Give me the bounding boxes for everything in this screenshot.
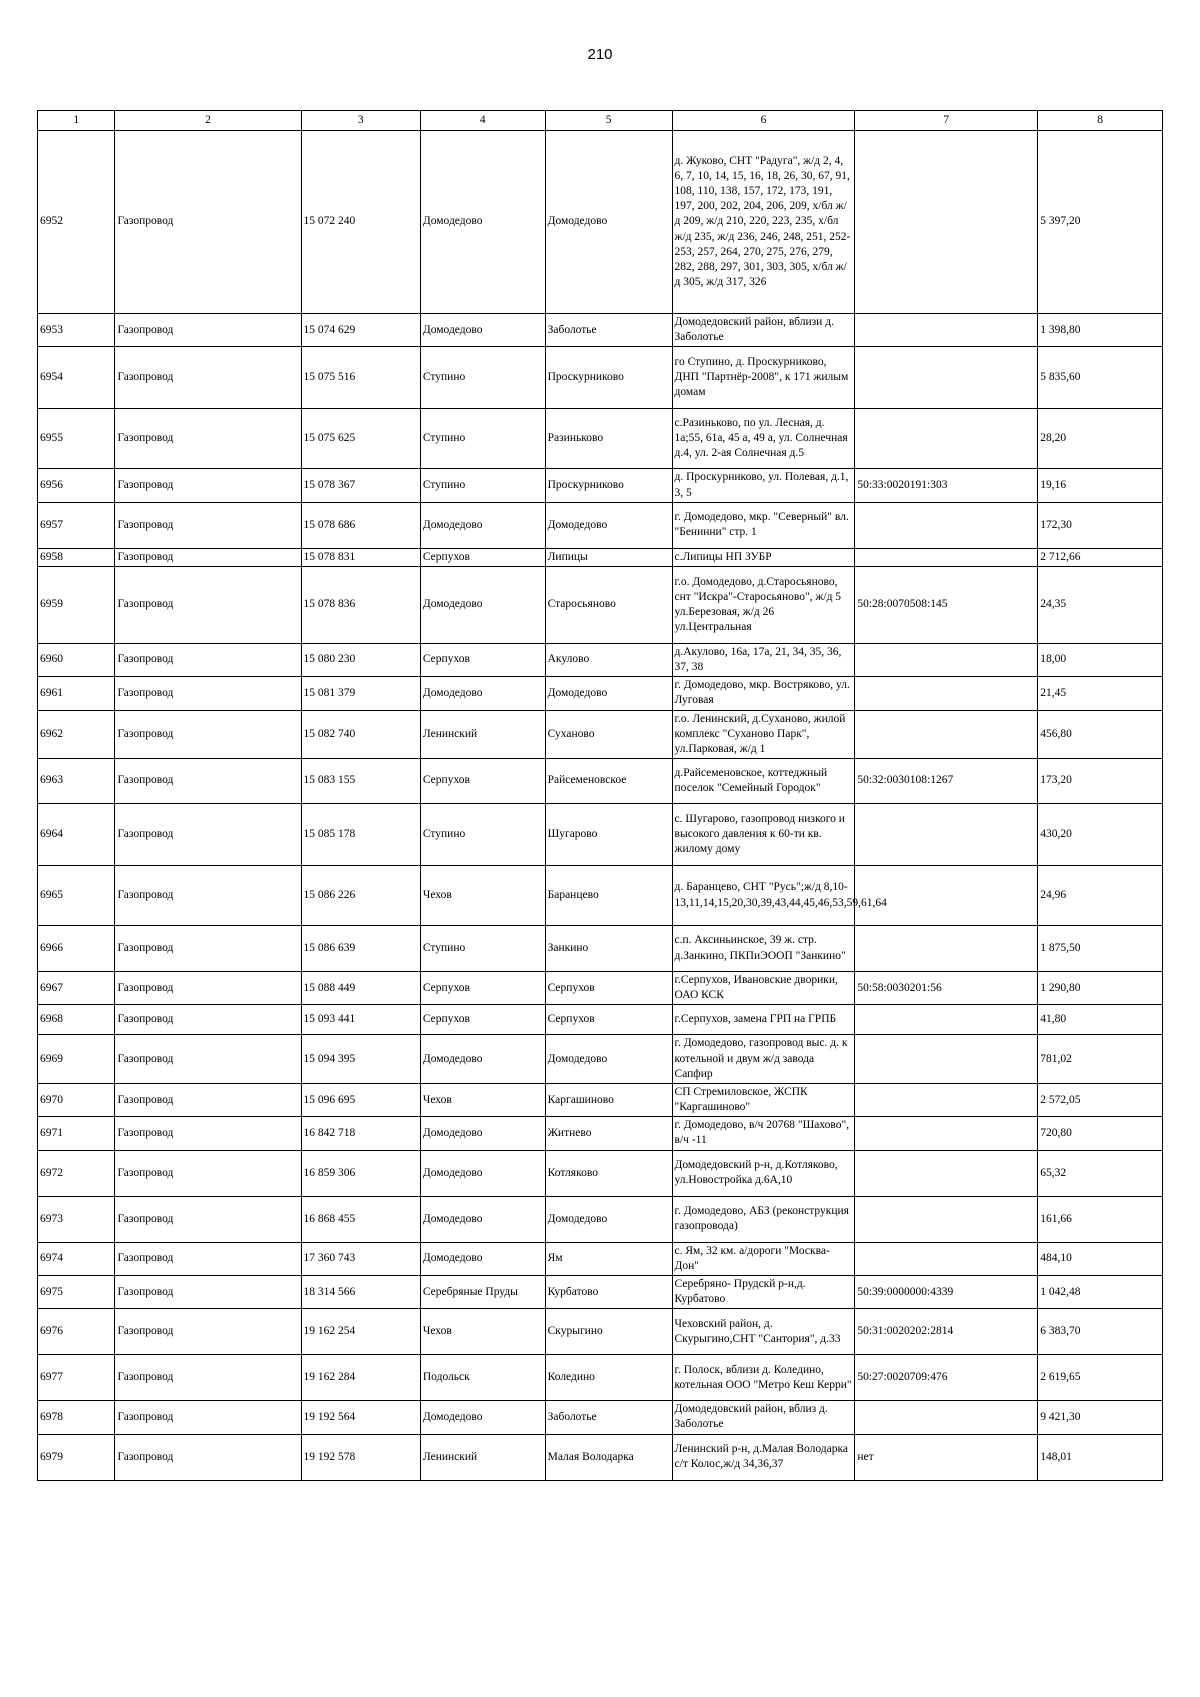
district-cell: Домодедово bbox=[420, 1150, 545, 1196]
row-number-cell: 6961 bbox=[38, 677, 115, 710]
table-row bbox=[38, 1196, 1163, 1242]
table-row bbox=[38, 1275, 1163, 1308]
table-row bbox=[38, 677, 1163, 710]
row-number-cell: 6978 bbox=[38, 1401, 115, 1434]
cadastral-number-cell bbox=[855, 409, 1038, 469]
table-row bbox=[38, 1242, 1163, 1275]
locality-cell: Суханово bbox=[545, 710, 672, 759]
locality-cell: Житнево bbox=[545, 1117, 672, 1150]
table-row bbox=[38, 409, 1163, 469]
locality-cell: Проскурниково bbox=[545, 347, 672, 409]
district-cell: Чехов bbox=[420, 866, 545, 926]
length-value-cell: 65,32 bbox=[1038, 1150, 1163, 1196]
object-type-cell: Газопровод bbox=[115, 866, 301, 926]
locality-cell: Ям bbox=[545, 1242, 672, 1275]
address-cell: г.о. Домодедово, д.Старосьяново, снт "Искра"-Старосьяново", ж/д 5 ул.Березовая, ж/д 26 ул.Центральная bbox=[672, 566, 855, 643]
object-type-cell: Газопровод bbox=[115, 502, 301, 548]
cadastral-number-cell bbox=[855, 1117, 1038, 1150]
length-value-cell: 720,80 bbox=[1038, 1117, 1163, 1150]
table-row bbox=[38, 643, 1163, 676]
object-type-cell: Газопровод bbox=[115, 314, 301, 347]
row-number-cell: 6974 bbox=[38, 1242, 115, 1275]
inventory-number-cell: 15 081 379 bbox=[301, 677, 420, 710]
inventory-number-cell: 15 078 686 bbox=[301, 502, 420, 548]
inventory-number-cell: 18 314 566 bbox=[301, 1275, 420, 1308]
inventory-number-cell: 15 074 629 bbox=[301, 314, 420, 347]
locality-cell: Домодедово bbox=[545, 131, 672, 314]
address-cell: Домодедовский район, вблиз д. Заболотье bbox=[672, 1401, 855, 1434]
cadastral-number-cell bbox=[855, 1401, 1038, 1434]
cadastral-number-cell: 50:27:0020709:476 bbox=[855, 1355, 1038, 1401]
district-cell: Ленинский bbox=[420, 1434, 545, 1480]
object-type-cell: Газопровод bbox=[115, 469, 301, 502]
address-cell: с. Ям, 32 км. а/дороги "Москва-Дон" bbox=[672, 1242, 855, 1275]
district-cell: Ступино bbox=[420, 347, 545, 409]
locality-cell: Скурыгино bbox=[545, 1309, 672, 1355]
object-type-cell: Газопровод bbox=[115, 643, 301, 676]
object-type-cell: Газопровод bbox=[115, 759, 301, 804]
table-row bbox=[38, 566, 1163, 643]
length-value-cell: 1 875,50 bbox=[1038, 926, 1163, 972]
row-number-cell: 6955 bbox=[38, 409, 115, 469]
district-cell: Домодедово bbox=[420, 131, 545, 314]
address-cell: г. Домодедово, в/ч 20768 "Шахово", в/ч -11 bbox=[672, 1117, 855, 1150]
cadastral-number-cell bbox=[855, 643, 1038, 676]
inventory-number-cell: 16 842 718 bbox=[301, 1117, 420, 1150]
address-cell: г.о. Ленинский, д.Суханово, жилой комплекс "Суханово Парк", ул.Парковая, ж/д 1 bbox=[672, 710, 855, 759]
object-type-cell: Газопровод bbox=[115, 710, 301, 759]
inventory-number-cell: 15 078 836 bbox=[301, 566, 420, 643]
object-type-cell: Газопровод bbox=[115, 1005, 301, 1035]
object-type-cell: Газопровод bbox=[115, 1035, 301, 1084]
locality-cell: Липицы bbox=[545, 548, 672, 566]
table-row bbox=[38, 866, 1163, 926]
cadastral-number-cell bbox=[855, 131, 1038, 314]
column-header-8: 8 bbox=[1038, 111, 1163, 131]
cadastral-number-cell bbox=[855, 1005, 1038, 1035]
inventory-number-cell: 15 075 516 bbox=[301, 347, 420, 409]
cadastral-number-cell: 50:33:0020191:303 bbox=[855, 469, 1038, 502]
row-number-cell: 6958 bbox=[38, 548, 115, 566]
table-row bbox=[38, 347, 1163, 409]
locality-cell: Малая Володарка bbox=[545, 1434, 672, 1480]
inventory-number-cell: 15 080 230 bbox=[301, 643, 420, 676]
object-type-cell: Газопровод bbox=[115, 677, 301, 710]
length-value-cell: 172,30 bbox=[1038, 502, 1163, 548]
object-type-cell: Газопровод bbox=[115, 1355, 301, 1401]
inventory-number-cell: 15 096 695 bbox=[301, 1083, 420, 1116]
address-cell: г. Домодедово, АБЗ (реконструкция газопровода) bbox=[672, 1196, 855, 1242]
cadastral-number-cell: 50:28:0070508:145 bbox=[855, 566, 1038, 643]
object-type-cell: Газопровод bbox=[115, 972, 301, 1005]
district-cell: Ступино bbox=[420, 469, 545, 502]
inventory-number-cell: 15 093 441 bbox=[301, 1005, 420, 1035]
object-type-cell: Газопровод bbox=[115, 926, 301, 972]
district-cell: Домодедово bbox=[420, 1035, 545, 1084]
row-number-cell: 6968 bbox=[38, 1005, 115, 1035]
table-row bbox=[38, 759, 1163, 804]
inventory-number-cell: 19 162 254 bbox=[301, 1309, 420, 1355]
row-number-cell: 6956 bbox=[38, 469, 115, 502]
column-header-1: 1 bbox=[38, 111, 115, 131]
table-row bbox=[38, 314, 1163, 347]
inventory-number-cell: 19 162 284 bbox=[301, 1355, 420, 1401]
object-type-cell: Газопровод bbox=[115, 131, 301, 314]
object-type-cell: Газопровод bbox=[115, 1401, 301, 1434]
locality-cell: Райсеменовское bbox=[545, 759, 672, 804]
address-cell: Домодедовский р-н, д.Котляково, ул.Новостройка д.6А,10 bbox=[672, 1150, 855, 1196]
object-type-cell: Газопровод bbox=[115, 1083, 301, 1116]
length-value-cell: 28,20 bbox=[1038, 409, 1163, 469]
district-cell: Серпухов bbox=[420, 972, 545, 1005]
row-number-cell: 6977 bbox=[38, 1355, 115, 1401]
district-cell: Домодедово bbox=[420, 566, 545, 643]
locality-cell: Заболотье bbox=[545, 314, 672, 347]
inventory-number-cell: 17 360 743 bbox=[301, 1242, 420, 1275]
locality-cell: Старосьяново bbox=[545, 566, 672, 643]
object-type-cell: Газопровод bbox=[115, 1242, 301, 1275]
district-cell: Чехов bbox=[420, 1083, 545, 1116]
table-row bbox=[38, 548, 1163, 566]
length-value-cell: 484,10 bbox=[1038, 1242, 1163, 1275]
row-number-cell: 6953 bbox=[38, 314, 115, 347]
district-cell: Ступино bbox=[420, 926, 545, 972]
district-cell: Ступино bbox=[420, 409, 545, 469]
cadastral-number-cell bbox=[855, 347, 1038, 409]
cadastral-number-cell bbox=[855, 926, 1038, 972]
length-value-cell: 148,01 bbox=[1038, 1434, 1163, 1480]
address-cell: СП Стремиловское, ЖСПК "Каргашиново" bbox=[672, 1083, 855, 1116]
address-cell: д. Проскурниково, ул. Полевая, д.1, 3, 5 bbox=[672, 469, 855, 502]
row-number-cell: 6969 bbox=[38, 1035, 115, 1084]
table-row bbox=[38, 804, 1163, 866]
page-number: 210 bbox=[587, 46, 613, 63]
row-number-cell: 6973 bbox=[38, 1196, 115, 1242]
locality-cell: Занкино bbox=[545, 926, 672, 972]
district-cell: Домодедово bbox=[420, 1401, 545, 1434]
locality-cell: Акулово bbox=[545, 643, 672, 676]
length-value-cell: 18,00 bbox=[1038, 643, 1163, 676]
table-header bbox=[38, 111, 1163, 131]
row-number-cell: 6970 bbox=[38, 1083, 115, 1116]
row-number-cell: 6965 bbox=[38, 866, 115, 926]
length-value-cell: 2 619,65 bbox=[1038, 1355, 1163, 1401]
inventory-number-cell: 15 072 240 bbox=[301, 131, 420, 314]
column-header-2: 2 bbox=[115, 111, 301, 131]
column-header-5: 5 bbox=[545, 111, 672, 131]
cadastral-number-cell bbox=[855, 677, 1038, 710]
table-row bbox=[38, 1401, 1163, 1434]
locality-cell: Домодедово bbox=[545, 677, 672, 710]
object-type-cell: Газопровод bbox=[115, 548, 301, 566]
address-cell: д. Баранцево, СНТ "Русь";ж/д 8,10-13,11,14,15,20,30,39,43,44,45,46,53,59,61,64 bbox=[672, 866, 855, 926]
table-row bbox=[38, 710, 1163, 759]
district-cell: Домодедово bbox=[420, 677, 545, 710]
cadastral-number-cell: 50:39:0000000:4339 bbox=[855, 1275, 1038, 1308]
length-value-cell: 2 712,66 bbox=[1038, 548, 1163, 566]
length-value-cell: 1 398,80 bbox=[1038, 314, 1163, 347]
cadastral-number-cell bbox=[855, 1083, 1038, 1116]
cadastral-number-cell: 50:32:0030108:1267 bbox=[855, 759, 1038, 804]
inventory-number-cell: 15 094 395 bbox=[301, 1035, 420, 1084]
object-type-cell: Газопровод bbox=[115, 804, 301, 866]
table-row bbox=[38, 1117, 1163, 1150]
cadastral-number-cell: нет bbox=[855, 1434, 1038, 1480]
address-cell: Серебряно- Прудскй р-н,д. Курбатово bbox=[672, 1275, 855, 1308]
inventory-number-cell: 15 083 155 bbox=[301, 759, 420, 804]
address-cell: д.Акулово, 16а, 17а, 21, 34, 35, 36, 37, 38 bbox=[672, 643, 855, 676]
address-cell: с.Липицы НП ЗУБР bbox=[672, 548, 855, 566]
address-cell: г. Домодедово, газопровод выс. д. к котельной и двум ж/д завода Сапфир bbox=[672, 1035, 855, 1084]
address-cell: с.Разиньково, по ул. Лесная, д. 1а;55, 61а, 45 а, 49 а, ул. Солнечная д.4, ул. 2-ая Солнечная д.5 bbox=[672, 409, 855, 469]
row-number-cell: 6960 bbox=[38, 643, 115, 676]
inventory-number-cell: 19 192 578 bbox=[301, 1434, 420, 1480]
length-value-cell: 2 572,05 bbox=[1038, 1083, 1163, 1116]
length-value-cell: 456,80 bbox=[1038, 710, 1163, 759]
inventory-number-cell: 15 075 625 bbox=[301, 409, 420, 469]
district-cell: Домодедово bbox=[420, 1242, 545, 1275]
table-row bbox=[38, 502, 1163, 548]
length-value-cell: 9 421,30 bbox=[1038, 1401, 1163, 1434]
district-cell: Серпухов bbox=[420, 759, 545, 804]
table-row bbox=[38, 131, 1163, 314]
cadastral-number-cell: 50:31:0020202:2814 bbox=[855, 1309, 1038, 1355]
row-number-cell: 6976 bbox=[38, 1309, 115, 1355]
object-type-cell: Газопровод bbox=[115, 1117, 301, 1150]
table-row bbox=[38, 1434, 1163, 1480]
locality-cell: Баранцево bbox=[545, 866, 672, 926]
address-cell: д. Жуково, СНТ "Радуга", ж/д 2, 4, 6, 7, 10, 14, 15, 16, 18, 26, 30, 67, 91, 108, 110, 138, 157, 172, 173, 191, 197, 200, 202, 204, 206, 209, х/бл ж/д 209, ж/д 210, 220, 223, 235, х/бл ж/д 235, ж/д 236, 246, 248, 251, 252-253, 257, 264, 270, 275, 276, 279, 282, 288, 297, 301, 303, 305, х/бл ж/д 305, ж/д 317, 326 bbox=[672, 131, 855, 314]
cadastral-number-cell bbox=[855, 1196, 1038, 1242]
row-number-cell: 6957 bbox=[38, 502, 115, 548]
row-number-cell: 6971 bbox=[38, 1117, 115, 1150]
address-cell: с. Шугарово, газопровод низкого и высокого давления к 60-ти кв. жилому дому bbox=[672, 804, 855, 866]
row-number-cell: 6952 bbox=[38, 131, 115, 314]
object-type-cell: Газопровод bbox=[115, 1150, 301, 1196]
length-value-cell: 161,66 bbox=[1038, 1196, 1163, 1242]
length-value-cell: 24,35 bbox=[1038, 566, 1163, 643]
table-row bbox=[38, 469, 1163, 502]
table-row bbox=[38, 1005, 1163, 1035]
district-cell: Серебряные Пруды bbox=[420, 1275, 545, 1308]
registry-table bbox=[37, 110, 1163, 1481]
length-value-cell: 781,02 bbox=[1038, 1035, 1163, 1084]
locality-cell: Серпухов bbox=[545, 1005, 672, 1035]
district-cell: Серпухов bbox=[420, 548, 545, 566]
address-cell: д.Райсеменовское, коттеджный поселок "Семейный Городок" bbox=[672, 759, 855, 804]
cadastral-number-cell bbox=[855, 1150, 1038, 1196]
length-value-cell: 5 397,20 bbox=[1038, 131, 1163, 314]
row-number-cell: 6979 bbox=[38, 1434, 115, 1480]
inventory-number-cell: 19 192 564 bbox=[301, 1401, 420, 1434]
district-cell: Серпухов bbox=[420, 1005, 545, 1035]
inventory-number-cell: 16 868 455 bbox=[301, 1196, 420, 1242]
locality-cell: Каргашиново bbox=[545, 1083, 672, 1116]
address-cell: г. Домодедово, мкр. Востряково, ул. Луговая bbox=[672, 677, 855, 710]
table-row bbox=[38, 926, 1163, 972]
length-value-cell: 6 383,70 bbox=[1038, 1309, 1163, 1355]
inventory-number-cell: 15 082 740 bbox=[301, 710, 420, 759]
locality-cell: Курбатово bbox=[545, 1275, 672, 1308]
object-type-cell: Газопровод bbox=[115, 1309, 301, 1355]
row-number-cell: 6975 bbox=[38, 1275, 115, 1308]
cadastral-number-cell bbox=[855, 866, 1038, 926]
column-header-6: 6 bbox=[672, 111, 855, 131]
cadastral-number-cell: 50:58:0030201:56 bbox=[855, 972, 1038, 1005]
district-cell: Домодедово bbox=[420, 1196, 545, 1242]
cadastral-number-cell bbox=[855, 804, 1038, 866]
row-number-cell: 6959 bbox=[38, 566, 115, 643]
inventory-number-cell: 15 086 226 bbox=[301, 866, 420, 926]
length-value-cell: 5 835,60 bbox=[1038, 347, 1163, 409]
column-header-4: 4 bbox=[420, 111, 545, 131]
table-row bbox=[38, 1355, 1163, 1401]
table-row bbox=[38, 972, 1163, 1005]
locality-cell: Коледино bbox=[545, 1355, 672, 1401]
cadastral-number-cell bbox=[855, 502, 1038, 548]
inventory-number-cell: 16 859 306 bbox=[301, 1150, 420, 1196]
row-number-cell: 6967 bbox=[38, 972, 115, 1005]
object-type-cell: Газопровод bbox=[115, 566, 301, 643]
cadastral-number-cell bbox=[855, 1035, 1038, 1084]
row-number-cell: 6963 bbox=[38, 759, 115, 804]
length-value-cell: 19,16 bbox=[1038, 469, 1163, 502]
table-row bbox=[38, 1035, 1163, 1084]
inventory-number-cell: 15 085 178 bbox=[301, 804, 420, 866]
locality-cell: Проскурниково bbox=[545, 469, 672, 502]
inventory-number-cell: 15 078 367 bbox=[301, 469, 420, 502]
district-cell: Подольск bbox=[420, 1355, 545, 1401]
address-cell: г. Полоск, вблизи д. Коледино, котельная ООО "Метро Кеш Керри" bbox=[672, 1355, 855, 1401]
table-body bbox=[38, 131, 1163, 1481]
length-value-cell: 21,45 bbox=[1038, 677, 1163, 710]
locality-cell: Разиньково bbox=[545, 409, 672, 469]
address-cell: с.п. Аксиньинское, 39 ж. стр. д.Занкино, ПКПиЭООП "Занкино" bbox=[672, 926, 855, 972]
length-value-cell: 430,20 bbox=[1038, 804, 1163, 866]
object-type-cell: Газопровод bbox=[115, 1434, 301, 1480]
address-cell: Ленинский р-н, д.Малая Володарка с/т Колос,ж/д 34,36,37 bbox=[672, 1434, 855, 1480]
locality-cell: Домодедово bbox=[545, 1035, 672, 1084]
address-cell: го Ступино, д. Проскурниково, ДНП "Партнёр-2008", к 171 жилым домам bbox=[672, 347, 855, 409]
locality-cell: Серпухов bbox=[545, 972, 672, 1005]
object-type-cell: Газопровод bbox=[115, 409, 301, 469]
address-cell: Чеховский район, д. Скурыгино,СНТ "Сантория", д.33 bbox=[672, 1309, 855, 1355]
inventory-number-cell: 15 078 831 bbox=[301, 548, 420, 566]
district-cell: Ленинский bbox=[420, 710, 545, 759]
header-row bbox=[38, 111, 1163, 131]
locality-cell: Котляково bbox=[545, 1150, 672, 1196]
table-row bbox=[38, 1083, 1163, 1116]
locality-cell: Шугарово bbox=[545, 804, 672, 866]
cadastral-number-cell bbox=[855, 710, 1038, 759]
cadastral-number-cell bbox=[855, 314, 1038, 347]
address-cell: г.Серпухов, Ивановские дворики, ОАО КСК bbox=[672, 972, 855, 1005]
address-cell: г. Домодедово, мкр. "Северный" вл. "Бенинни" стр. 1 bbox=[672, 502, 855, 548]
row-number-cell: 6954 bbox=[38, 347, 115, 409]
locality-cell: Домодедово bbox=[545, 1196, 672, 1242]
row-number-cell: 6962 bbox=[38, 710, 115, 759]
column-header-7: 7 bbox=[855, 111, 1038, 131]
cadastral-number-cell bbox=[855, 1242, 1038, 1275]
length-value-cell: 1 290,80 bbox=[1038, 972, 1163, 1005]
locality-cell: Заболотье bbox=[545, 1401, 672, 1434]
table-row bbox=[38, 1309, 1163, 1355]
inventory-number-cell: 15 088 449 bbox=[301, 972, 420, 1005]
row-number-cell: 6966 bbox=[38, 926, 115, 972]
row-number-cell: 6972 bbox=[38, 1150, 115, 1196]
length-value-cell: 41,80 bbox=[1038, 1005, 1163, 1035]
district-cell: Домодедово bbox=[420, 1117, 545, 1150]
locality-cell: Домодедово bbox=[545, 502, 672, 548]
object-type-cell: Газопровод bbox=[115, 1196, 301, 1242]
object-type-cell: Газопровод bbox=[115, 1275, 301, 1308]
address-cell: г.Серпухов, замена ГРП на ГРПБ bbox=[672, 1005, 855, 1035]
district-cell: Серпухов bbox=[420, 643, 545, 676]
row-number-cell: 6964 bbox=[38, 804, 115, 866]
object-type-cell: Газопровод bbox=[115, 347, 301, 409]
cadastral-number-cell bbox=[855, 548, 1038, 566]
length-value-cell: 24,96 bbox=[1038, 866, 1163, 926]
length-value-cell: 173,20 bbox=[1038, 759, 1163, 804]
address-cell: Домодедовский район, вблизи д. Заболотье bbox=[672, 314, 855, 347]
table-row bbox=[38, 1150, 1163, 1196]
column-header-3: 3 bbox=[301, 111, 420, 131]
district-cell: Домодедово bbox=[420, 314, 545, 347]
district-cell: Чехов bbox=[420, 1309, 545, 1355]
inventory-number-cell: 15 086 639 bbox=[301, 926, 420, 972]
length-value-cell: 1 042,48 bbox=[1038, 1275, 1163, 1308]
district-cell: Домодедово bbox=[420, 502, 545, 548]
district-cell: Ступино bbox=[420, 804, 545, 866]
